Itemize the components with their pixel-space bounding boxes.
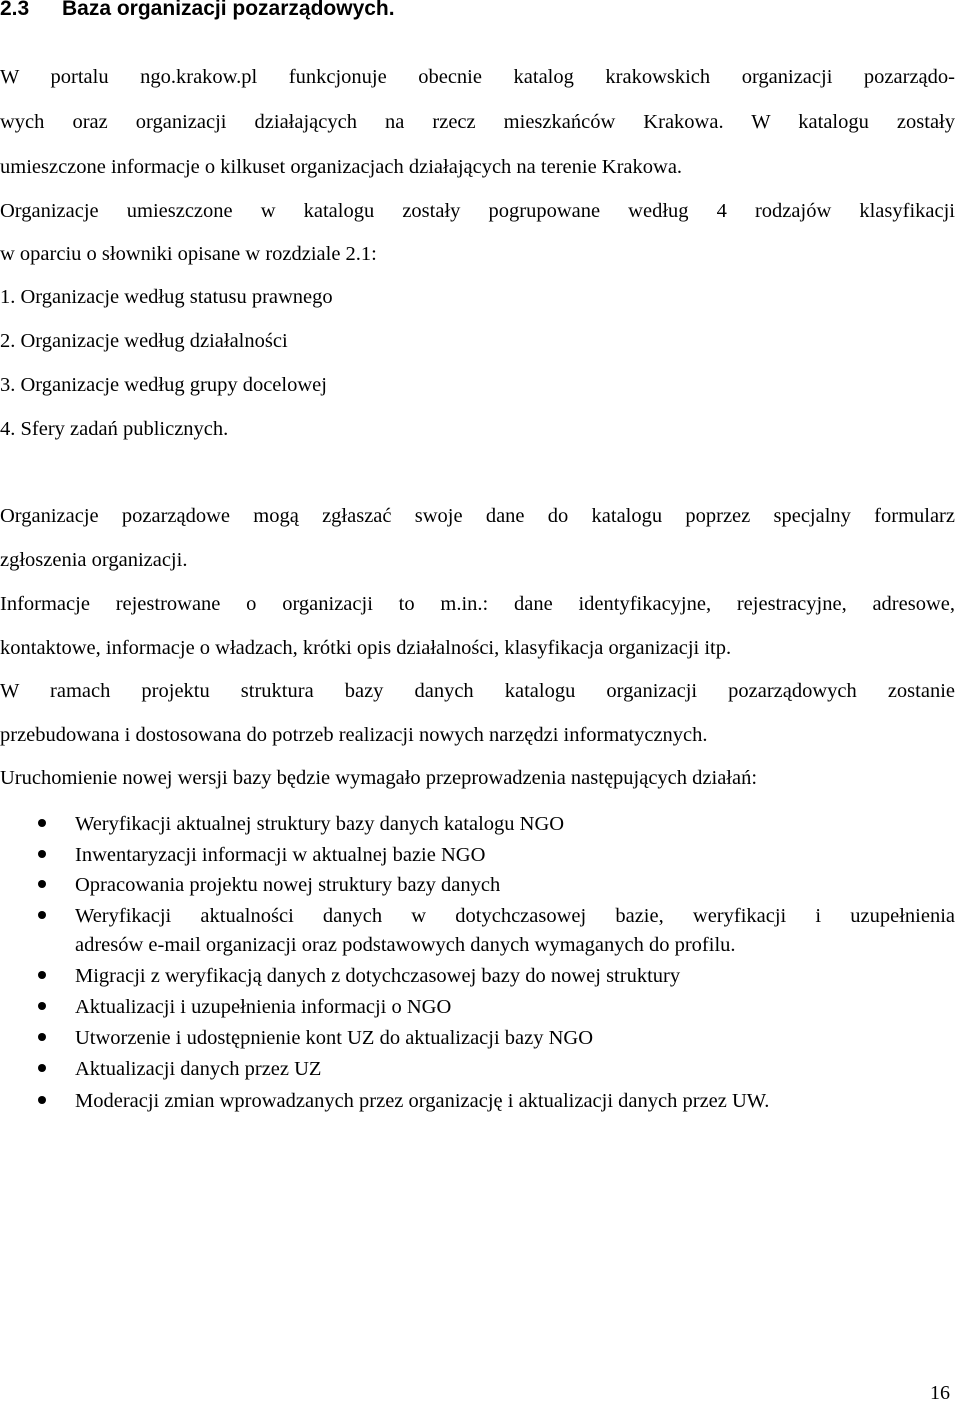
paragraph-4-line-1: Uruchomienie nowej wersji bazy będzie wymagało przeprowadzenia następujących działań:: [0, 767, 758, 789]
bullet-dot-icon: [38, 971, 46, 979]
bullet-item: [0, 842, 960, 868]
bullet-item: [0, 1088, 960, 1114]
bullet-dot-icon: [38, 1002, 46, 1010]
intro-line-4: Organizacje umieszczone w katalogu zostały pogrupowane według 4 rodzajów klasyfikacji: [0, 200, 955, 222]
intro-line-3: umieszczone informacje o kilkuset organizacjach działających na terenie Krakowa.: [0, 156, 683, 178]
bullet-dot-icon: [38, 1096, 46, 1104]
bullet-text: Opracowania projektu nowej struktury bazy danych: [75, 874, 501, 896]
intro-line-5: w oparciu o słowniki opisane w rozdziale 2.1:: [0, 243, 377, 265]
bullet-dot-icon: [38, 1033, 46, 1041]
bullet-text: Moderacji zmian wprowadzanych przez organizację i aktualizacji danych przez UW.: [75, 1090, 770, 1112]
bullet-dot-icon: [38, 1064, 46, 1072]
paragraph-2-line-1: Informacje rejestrowane o organizacji to m.in.: dane identyfikacyjne, rejestracyjne, adresowe,: [0, 593, 955, 615]
section-number: 2.3: [0, 0, 30, 20]
intro-line-1: W portalu ngo.krakow.pl funkcjonuje obecnie katalog krakowskich organizacji pozarządo-: [0, 66, 955, 88]
paragraph-2-line-2: kontaktowe, informacje o władzach, krótki opis działalności, klasyfikacja organizacji itp.: [0, 637, 732, 659]
numbered-item-2: 2. Organizacje według działalności: [0, 330, 288, 352]
bullet-text: Migracji z weryfikacją danych z dotychczasowej bazy do nowej struktury: [75, 965, 681, 987]
bullet-text: Inwentaryzacji informacji w aktualnej bazie NGO: [75, 844, 486, 866]
bullet-item-continuation: [0, 932, 960, 958]
bullet-text: Aktualizacji danych przez UZ: [75, 1058, 322, 1080]
bullet-text: Weryfikacji aktualności danych w dotychczasowej bazie, weryfikacji i uzupełnienia: [75, 905, 955, 927]
paragraph-3-line-2: przebudowana i dostosowana do potrzeb realizacji nowych narzędzi informatycznych.: [0, 724, 708, 746]
bullet-item: [0, 903, 960, 929]
bullet-dot-icon: [38, 850, 46, 858]
paragraph-3-line-1: W ramach projektu struktura bazy danych katalogu organizacji pozarządowych zostanie: [0, 680, 955, 702]
bullet-item: [0, 963, 960, 989]
bullet-item: [0, 1025, 960, 1051]
bullet-item: [0, 872, 960, 898]
page-number: 16: [930, 1382, 950, 1404]
numbered-item-3: 3. Organizacje według grupy docelowej: [0, 374, 327, 396]
bullet-text: Aktualizacji i uzupełnienia informacji o NGO: [75, 996, 452, 1018]
numbered-item-1: 1. Organizacje według statusu prawnego: [0, 286, 333, 308]
section-heading: [0, 0, 395, 22]
bullet-dot-icon: [38, 880, 46, 888]
bullet-text: adresów e-mail organizacji oraz podstawowych danych wymaganych do profilu.: [75, 934, 736, 956]
numbered-item-4: 4. Sfery zadań publicznych.: [0, 418, 229, 440]
bullet-text: Weryfikacji aktualnej struktury bazy danych katalogu NGO: [75, 813, 565, 835]
section-title: Baza organizacji pozarządowych.: [62, 0, 395, 20]
paragraph-1-line-2: zgłoszenia organizacji.: [0, 549, 188, 571]
bullet-text: Utworzenie i udostępnienie kont UZ do aktualizacji bazy NGO: [75, 1027, 594, 1049]
bullet-dot-icon: [38, 911, 46, 919]
intro-line-2: wych oraz organizacji działających na rzecz mieszkańców Krakowa. W katalogu zostały: [0, 111, 955, 133]
bullet-item: [0, 1056, 960, 1082]
paragraph-1-line-1: Organizacje pozarządowe mogą zgłaszać swoje dane do katalogu poprzez specjalny formularz: [0, 505, 955, 527]
bullet-item: [0, 811, 960, 837]
bullet-dot-icon: [38, 819, 46, 827]
bullet-item: [0, 994, 960, 1020]
